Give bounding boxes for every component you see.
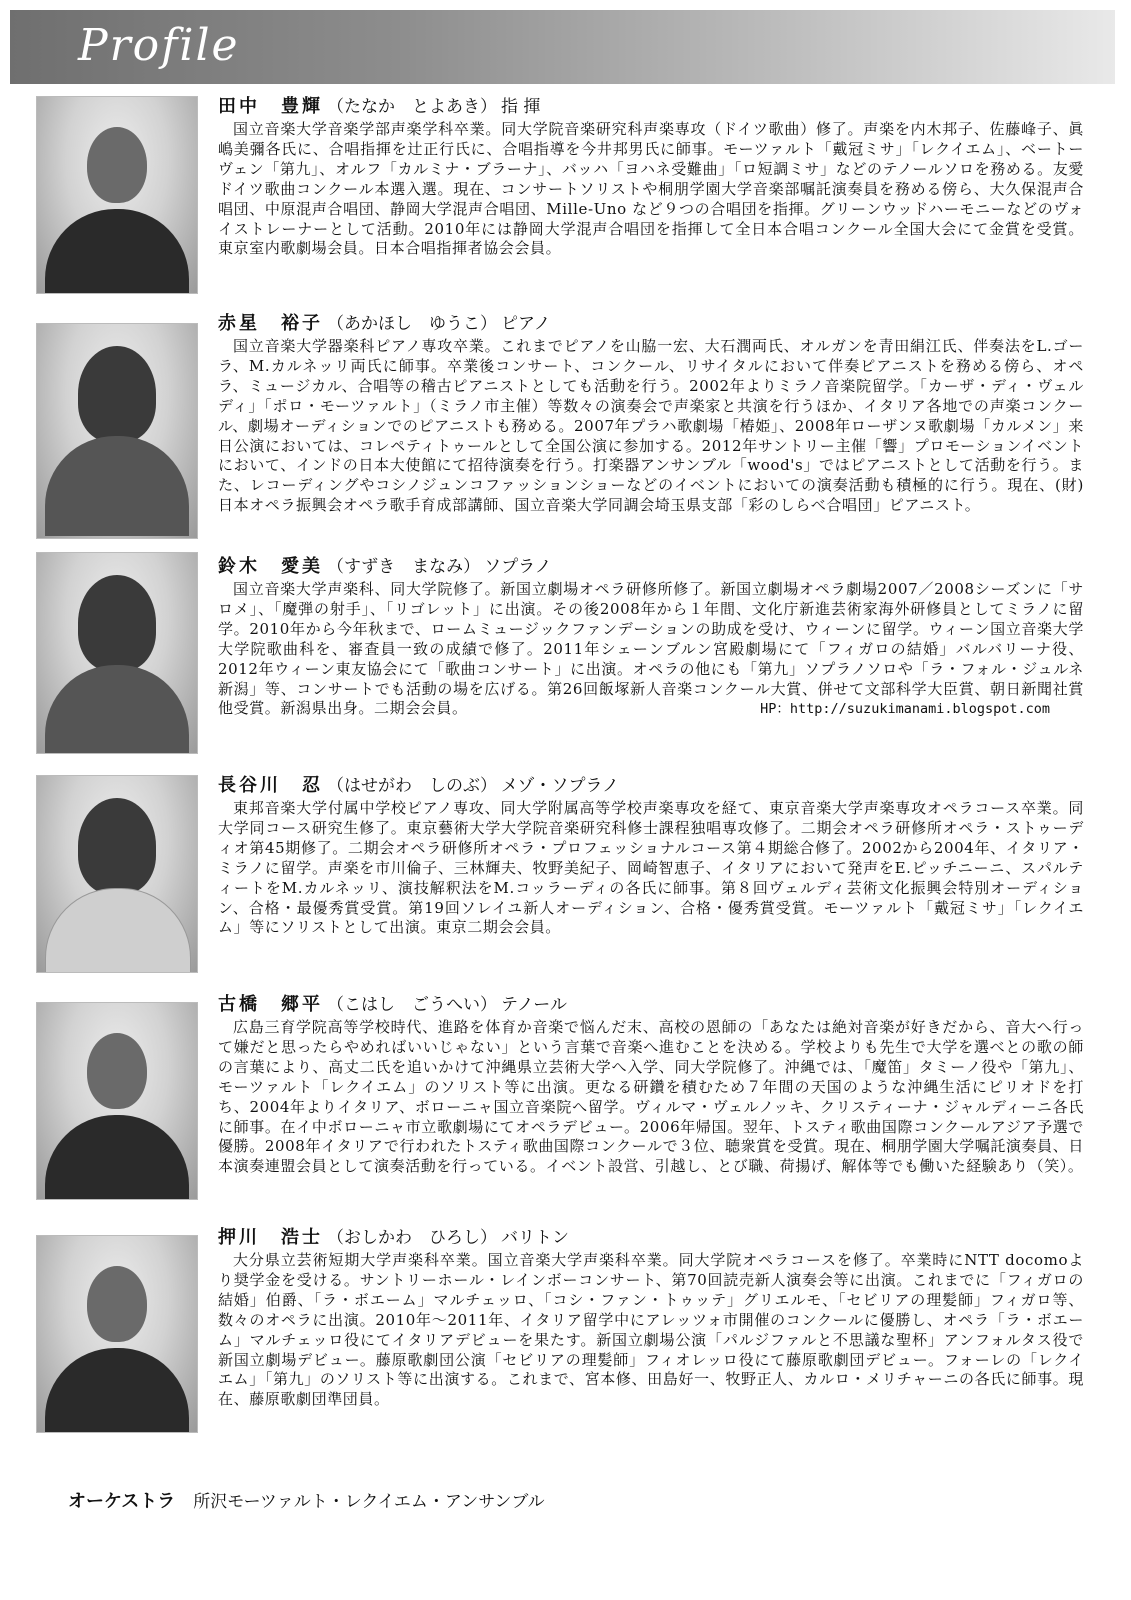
performer-name: 長谷川 忍: [218, 775, 323, 796]
profile-heading: [218, 313, 551, 335]
performer-name: 鈴木 愛美: [218, 556, 323, 577]
orchestra-label: オーケストラ: [68, 1491, 176, 1512]
performer-role: ピアノ: [501, 314, 551, 334]
performer-bio: 大分県立芸術短期大学声楽科卒業。国立音楽大学声楽科卒業。同大学院オペラコースを修了。卒業時にNTT docomoより奨学金を受ける。サントリーホール・レインボーコンサート、第70回読売新人演奏会等に出演。これまでに「フィガロの結婚」伯爵、「ラ・ボエーム」マルチェッロ、「コシ・ファン・トゥッテ」グリエルモ、「セビリアの理髪師」フィガロ等、数々のオペラに出演。2010年〜2011年、イタリア留学中にアレッツォ市開催のコンクールに優勝し、オペラ「ラ・ボエーム」マルチェッロ役にてイタリアデビューを果たす。新国立劇場公演「パルジファルと不思議な聖杯」アンフォルタス役で新国立劇場デビュー。藤原歌劇団公演「セビリアの理髪師」フィオレッロ役にて藤原歌劇団デビュー。フォーレの「レクイエム」「第九」のソリスト等に出演する。これまで、宮本修、田島好一、牧野正人、カルロ・メリチャーニの各氏に師事。現在、藤原歌劇団準団員。: [218, 1251, 1084, 1409]
performer-reading: （たなか とよあき）: [327, 97, 497, 117]
header-band: [10, 10, 1115, 84]
performer-reading: （はせがわ しのぶ）: [327, 776, 497, 796]
portrait-photo: [36, 1002, 198, 1200]
performer-name: 押川 浩士: [218, 1227, 323, 1248]
performer-role: メゾ・ソプラノ: [501, 776, 619, 796]
profile-heading: [218, 1227, 569, 1249]
profile-heading: [218, 556, 552, 578]
portrait-photo: [36, 1235, 198, 1433]
performer-bio: 広島三育学院高等学校時代、進路を体育か音楽で悩んだ末、高校の恩師の「あなたは絶対音楽が好きだから、音大へ行って嫌だと思ったらやめればいいじゃない」という言葉で音楽へ進むことを決める。学校よりも先生で大学を選べとの歌の師の言葉により、高丈二氏を追いかけて沖縄県立芸術大学へ入学、同大学院修了。沖縄では、「魔笛」タミーノ役や「第九」、モーツァルト「レクイエム」のソリスト等に出演。更なる研鑽を積むため７年間の天国のような沖縄生活にピリオドを打ち、2004年よりイタリア、ボローニャ国立音楽院へ留学。ヴィルマ・ヴェルノッキ、クリスティーナ・ジャルディーニ各氏に師事。在イ中ボローニャ市立歌劇場にてオペラデビュー。2006年帰国。翌年、トスティ歌曲国際コンクールアジア予選で優勝。2008年イタリアで行われたトスティ歌曲国際コンクールで３位、聴衆賞を受賞。現在、桐朋学園大学嘱託演奏員、日本演奏連盟会員として演奏活動を行っている。イベント設営、引越し、とび職、荷揚げ、解体等でも働いた経験あり（笑）。: [218, 1018, 1084, 1176]
performer-role: ソプラノ: [484, 557, 552, 577]
performer-reading: （おしかわ ひろし）: [327, 1228, 497, 1248]
performer-name: 田中 豊輝: [218, 96, 323, 117]
portrait-photo: [36, 552, 198, 754]
performer-bio: [218, 580, 1084, 720]
portrait-photo: [36, 323, 198, 539]
profile-heading: [218, 775, 619, 797]
bio-text: 国立音楽大学声楽科、同大学院修了。新国立劇場オペラ研修所修了。新国立劇場オペラ劇場2007／2008シーズンに「サロメ」、「魔弾の射手」、「リゴレット」に出演。その後2008年から１年間、文化庁新進芸術家海外研修員としてミラノに留学。2010年から今年秋まで、ロームミュージックファンデーションの助成を受け、ウィーンに留学。ウィーン国立音楽大学大学院歌曲科を、審査員一致の成績で修了。2011年シェーンブルン宮殿劇場にて「フィガロの結婚」バルバリーナ役、2012年ウィーン東友協会にて「歌曲コンサート」に出演。オペラの他にも「第九」ソプラノソロや「ラ・フォル・ジュルネ新潟」等、コンサートでも活動の場を広げる。第26回飯塚新人音楽コンクール大賞、併せて文部科学大臣賞、朝日新聞社賞他受賞。新潟県出身。二期会会員。: [218, 580, 1084, 718]
performer-reading: （こはし ごうへい）: [327, 995, 497, 1015]
performer-name: 赤星 裕子: [218, 313, 323, 334]
performer-name: 古橋 郷平: [218, 994, 323, 1015]
performer-bio: 東邦音楽大学付属中学校ピアノ専攻、同大学附属高等学校声楽専攻を経て、東京音楽大学声楽専攻オペラコース卒業。同大学同コース研究生修了。東京藝術大学大学院音楽研究科修士課程独唱専攻修了。二期会オペラ研修所オペラ・ストゥーディオ第45期修了。二期会オペラ研修所オペラ・プロフェッショナルコース第４期総合修了。2002から2004年、イタリア・ミラノに留学。声楽を市川倫子、三林輝夫、牧野美紀子、岡崎智恵子、イタリアにおいて発声をE.ピッチニーニ、スパルティートをM.カルネッリ、演技解釈法をM.コッラーディの各氏に師事。第８回ヴェルディ芸術文化振興会特別オーディション、合格・最優秀賞受賞。第19回ソレイユ新人オーディション、合格・優秀賞受賞。モーツァルト「戴冠ミサ」「レクイエム」等にソリストとして出演。東京二期会会員。: [218, 799, 1084, 937]
homepage-link[interactable]: HP：http://suzukimanami.blogspot.com: [760, 701, 1050, 718]
performer-role: テノール: [501, 995, 567, 1015]
performer-bio: 国立音楽大学器楽科ピアノ専攻卒業。これまでピアノを山脇一宏、大石潤両氏、オルガンを青田絹江氏、伴奏法をL.ゴーラ、M.カルネッリ両氏に師事。卒業後コンサート、コンクール、リサイタルにおいて伴奏ピアニストを務める傍ら、オペラ、ミュージカル、合唱等の稽古ピアニストとしても活動を行う。2002年よりミラノ音楽院留学。「カーザ・ディ・ヴェルディ」「ポロ・モーツァルト」（ミラノ市主催）等数々の演奏会で声楽家と共演を行うほか、イタリア各地での声楽コンクール、劇場オーディションでのピアニストも務める。2007年プラハ歌劇場「椿姫」、2008年ローザンヌ歌劇場「カルメン」来日公演においては、コレペティトゥールとして全国公演に参加する。2012年サントリー主催「響」プロモーションイベントにおいて、インドの日本大使館にて招待演奏を行う。打楽器アンサンブル「wood's」ではピアニストとして活動を行う。また、レコーディングやコシノジュンコファッションショーなどのイベントにおいての演奏活動も積極的に行う。現在、(財)日本オペラ振興会オペラ歌手育成部講師、国立音楽大学同調会埼玉県支部「彩のしらべ合唱団」ピアニスト。: [218, 337, 1084, 515]
performer-role: 指 揮: [501, 97, 541, 117]
performer-role: バリトン: [501, 1228, 569, 1248]
portrait-photo: [36, 96, 198, 294]
profile-heading: [218, 96, 540, 118]
orchestra-name: 所沢モーツァルト・レクイエム・アンサンブル: [193, 1492, 545, 1512]
orchestra-line: [68, 1487, 545, 1513]
performer-bio: 国立音楽大学音楽学部声楽学科卒業。同大学院音楽研究科声楽専攻（ドイツ歌曲）修了。声楽を内木邦子、佐藤峰子、眞嶋美彌各氏に、合唱指揮を辻正行氏に、合唱指導を今井邦男氏に師事。モーツァルト「戴冠ミサ」「レクイエム」、ベートーヴェン「第九」、オルフ「カルミナ・ブラーナ」、バッハ「ヨハネ受難曲」「ロ短調ミサ」などのテノールソロを務める。友愛ドイツ歌曲コンクール本選入選。現在、コンサートソリストや桐朋学園大学音楽部嘱託演奏員を務める傍ら、大久保混声合唱団、中原混声合唱団、静岡大学混声合唱団、Mille-Uno など９つの合唱団を指揮。グリーンウッドハーモニーなどのヴォイストレーナーとして活動。2010年には静岡大学混声合唱団を指揮して全日本合唱コンクール全国大会にて金賞を受賞。東京室内歌劇場会員。日本合唱指揮者協会会員。: [218, 120, 1084, 258]
profile-heading: [218, 994, 567, 1016]
page-title: Profile: [78, 20, 240, 71]
performer-reading: （すずき まなみ）: [327, 557, 481, 577]
portrait-photo: [36, 775, 198, 973]
performer-reading: （あかほし ゆうこ）: [327, 314, 497, 334]
